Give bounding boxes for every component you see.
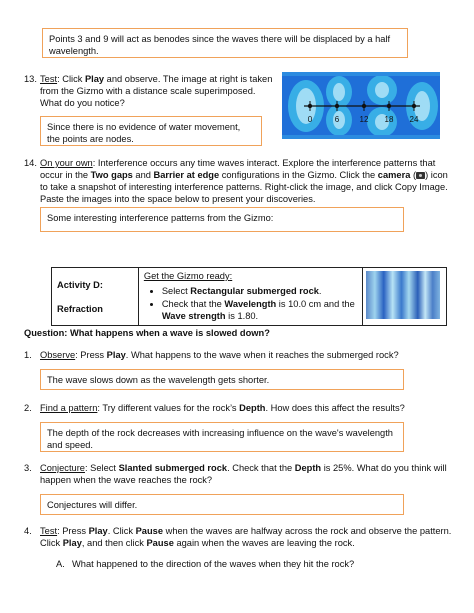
wave-pattern-svg: [282, 72, 440, 139]
sub-question-text: What happened to the direction of the waves when they hit the rock?: [72, 559, 355, 569]
answer-text: Points 3 and 9 will act as benodes since the waves there will be displaced by a half wavelength.: [49, 34, 391, 56]
answer-text: Some interesting interference patterns from the Gizmo:: [47, 213, 274, 223]
gizmo-wave-image: [282, 72, 440, 139]
answer-box-2[interactable]: [40, 422, 404, 452]
scale-tick-label: 6: [334, 115, 340, 124]
refraction-gizmo-image: [366, 271, 440, 319]
activity-topic: Refraction: [57, 303, 103, 314]
scale-tick-label: 12: [359, 115, 369, 124]
answer-text: The wave slows down as the wavelength gets shorter.: [47, 375, 270, 385]
activity-name: Activity D:: [57, 279, 103, 290]
answer-text: Since there is no evidence of water movement, the points are nodes.: [47, 122, 241, 144]
scale-tick-label: 0: [307, 115, 313, 124]
question-13-text: Test: Click Play and observe. The image at right is taken from the Gizmo with a distance scale superimposed. What do you notice?: [40, 74, 273, 108]
activity-image-cell: [363, 268, 447, 326]
question-number: 13.: [24, 74, 37, 84]
scale-tick-label: 18: [384, 115, 394, 124]
question-label: Test: [40, 526, 58, 536]
answer-text: The depth of the rock decreases with increasing influence on the wave's wavelength and speed.: [47, 428, 393, 450]
sub-question-letter: A.: [56, 559, 65, 569]
answer-box-14[interactable]: [40, 207, 404, 232]
activity-table: [51, 267, 447, 326]
gizmo-ready-heading: Get the Gizmo ready:: [143, 271, 233, 281]
question-4-text: Test: Press Play. Click Pause when the waves are halfway across the rock and observe the pattern. Click Play, and then click Pause again when the waves are leaving the rock.: [40, 526, 452, 548]
question-label: Test: [40, 74, 58, 84]
scale-tick-label: 24: [409, 115, 419, 124]
question-3-text: Conjecture: Select Slanted submerged rock. Check that the Depth is 25%. What do you think will happen when the wave reaches the rock?: [40, 463, 447, 485]
activity-title-cell: [52, 268, 139, 326]
question-label: Find a pattern: [40, 403, 98, 413]
section-question: Question: What happens when a wave is slowed down?: [24, 328, 270, 338]
question-2-text: Find a pattern: Try different values for the rock’s Depth. How does this affect the results?: [40, 403, 405, 413]
question-label: On your own: [40, 158, 93, 168]
answer-box-3[interactable]: [40, 494, 404, 515]
question-number: 4.: [24, 526, 32, 536]
question-label: Observe: [40, 350, 76, 360]
answer-box-13[interactable]: [40, 116, 262, 146]
question-number: 2.: [24, 403, 32, 413]
answer-box-1[interactable]: [40, 369, 404, 390]
instruction-item: • Select Rectangular submerged rock.: [162, 285, 357, 297]
answer-box-top[interactable]: [42, 28, 408, 58]
question-label: Conjecture: [40, 463, 85, 473]
answer-text: Conjectures will differ.: [47, 500, 138, 510]
question-number: 3.: [24, 463, 32, 473]
question-number: 1.: [24, 350, 32, 360]
question-14-text: On your own: Interference occurs any time waves interact. Explore the interference patterns that occur in the Two gaps and Barrier at edge configurations in the Gizmo. Click the camera ( ) icon to take a snapshot of interesting interference patterns. Right-click the image, and click Copy Image. Paste the images into the space below to present your discoveries.: [40, 158, 448, 204]
activity-instructions-cell: [138, 268, 362, 326]
question-number: 14.: [24, 158, 37, 168]
camera-icon: [416, 172, 425, 179]
question-1-text: Observe: Press Play. What happens to the wave when it reaches the submerged rock?: [40, 350, 399, 360]
instruction-item: • Check that the Wavelength is 10.0 cm and the Wave strength is 1.80.: [162, 298, 357, 322]
